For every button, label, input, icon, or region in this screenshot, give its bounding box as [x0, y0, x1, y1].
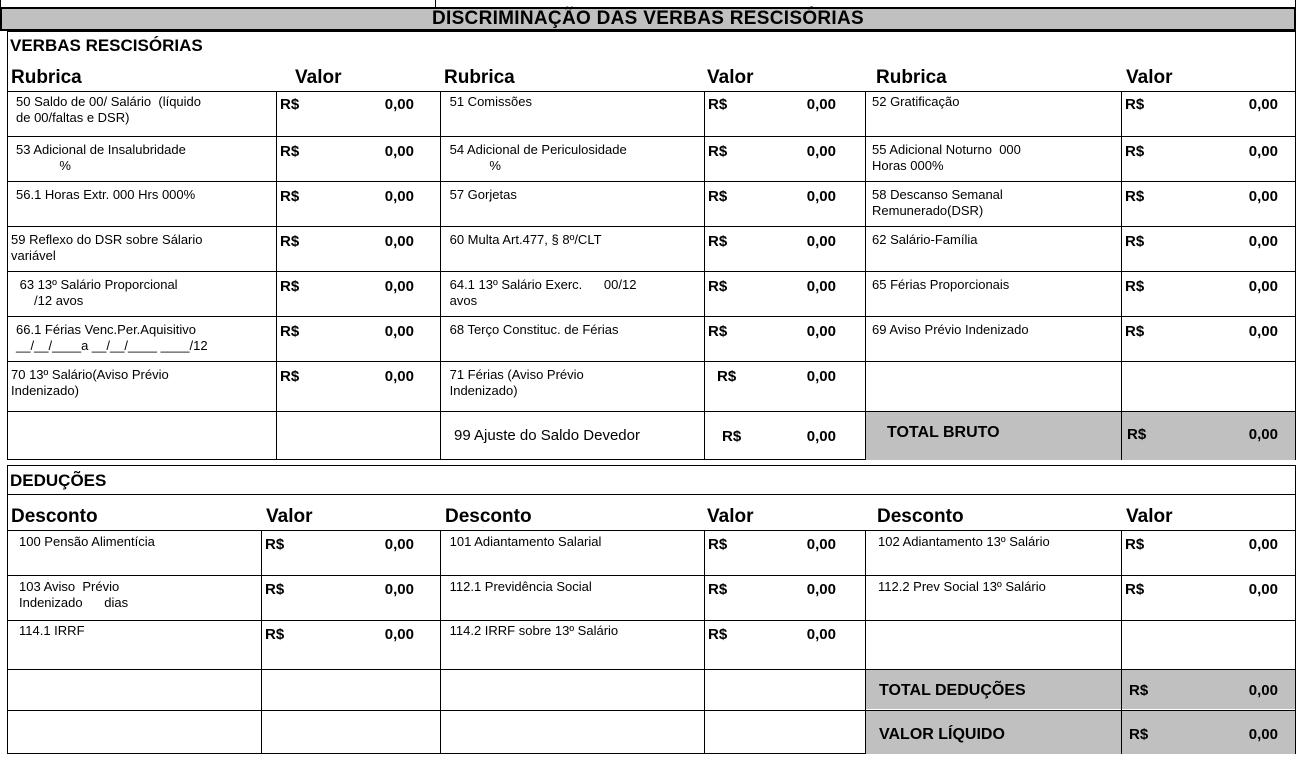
currency-symbol: R$ — [280, 233, 300, 250]
deducao-value: 0,00 — [384, 536, 414, 553]
col-header-rubrica-1: Rubrica — [11, 67, 82, 88]
deducao-label: 101 Adiantamento Salarial — [446, 534, 602, 549]
currency-symbol: R$ — [280, 278, 300, 295]
currency-symbol: R$ — [280, 323, 300, 340]
currency-symbol: R$ — [265, 536, 285, 553]
verba-label: 66.1 Férias Venc.Per.Aquisitivo __/__/____a __/__/____ ____/12 — [16, 322, 208, 353]
verba-value: 0,00 — [1248, 96, 1278, 113]
col-header-desconto-2: Desconto — [445, 506, 532, 527]
currency-symbol: R$ — [708, 143, 728, 160]
col-header-rubrica-2: Rubrica — [444, 67, 515, 88]
valor-liquido-label: VALOR LÍQUIDO — [879, 726, 1005, 743]
verba-value: 0,00 — [806, 143, 836, 160]
col-header-rubrica-3: Rubrica — [876, 67, 947, 88]
verba-label: 65 Férias Proporcionais — [872, 277, 1010, 292]
deducao-value: 0,00 — [384, 626, 414, 643]
total-deducoes-label: TOTAL DEDUÇÕES — [879, 682, 1026, 699]
verba-value: 0,00 — [384, 96, 414, 113]
currency-symbol: R$ — [1125, 143, 1145, 160]
deducao-label: 112.2 Prev Social 13º Salário — [878, 579, 1046, 594]
verba-label: 62 Salário-Família — [872, 232, 978, 247]
verba-value: 0,00 — [384, 143, 414, 160]
verba-label: 52 Gratificação — [872, 94, 960, 109]
deducao-label: 100 Pensão Alimentícia — [19, 534, 155, 549]
verba-label: 60 Multa Art.477, § 8º/CLT — [446, 232, 602, 247]
verba-value: 0,00 — [384, 233, 414, 250]
currency-symbol: R$ — [1127, 426, 1147, 443]
currency-symbol: R$ — [1125, 581, 1145, 598]
deducao-label: 102 Adiantamento 13º Salário — [878, 534, 1050, 549]
verba-label: 70 13º Salário(Aviso Prévio Indenizado) — [11, 367, 169, 398]
deducao-value: 0,00 — [384, 581, 414, 598]
currency-symbol: R$ — [1125, 233, 1145, 250]
verba-value: 0,00 — [1248, 278, 1278, 295]
col-header-valor-2: Valor — [707, 67, 754, 88]
verba-value: 0,00 — [806, 368, 836, 385]
verba-value: 0,00 — [384, 188, 414, 205]
ajuste-value: 0,00 — [806, 428, 836, 445]
deducoes-section — [7, 465, 1296, 754]
verba-label: 58 Descanso Semanal Remunerado(DSR) — [872, 187, 1003, 218]
currency-symbol: R$ — [280, 188, 300, 205]
verbas-section-title: VERBAS RESCISÓRIAS — [10, 36, 203, 55]
deducoes-section-title: DEDUÇÕES — [10, 471, 107, 490]
verba-value: 0,00 — [384, 323, 414, 340]
deducao-value: 0,00 — [806, 581, 836, 598]
currency-symbol: R$ — [1125, 188, 1145, 205]
currency-symbol: R$ — [1129, 726, 1149, 743]
verba-label: 63 13º Salário Proporcional /12 avos — [19, 277, 178, 308]
valor-liquido-value: 0,00 — [1248, 726, 1278, 743]
verbas-section — [7, 31, 1296, 460]
col-header-valor-2: Valor — [707, 506, 754, 527]
col-header-valor-3: Valor — [1126, 67, 1173, 88]
currency-symbol: R$ — [708, 96, 728, 113]
currency-symbol: R$ — [1125, 96, 1145, 113]
deducao-label: 112.1 Previdência Social — [446, 579, 592, 594]
verba-label: 59 Reflexo do DSR sobre Sálario variável — [11, 232, 203, 263]
verba-label: 64.1 13º Salário Exerc. 00/12 avos — [449, 277, 637, 308]
currency-symbol: R$ — [1129, 682, 1149, 699]
currency-symbol: R$ — [280, 96, 300, 113]
deducao-value: 0,00 — [806, 626, 836, 643]
col-header-valor-1: Valor — [266, 506, 313, 527]
verba-value: 0,00 — [384, 368, 414, 385]
verba-label: 51 Comissões — [446, 94, 532, 109]
verba-value: 0,00 — [1248, 233, 1278, 250]
verba-label: 54 Adicional de Periculosidade % — [449, 142, 627, 173]
col-header-valor-1: Valor — [295, 67, 342, 88]
verba-label: 57 Gorjetas — [446, 187, 517, 202]
currency-symbol: R$ — [722, 428, 742, 445]
currency-symbol: R$ — [717, 368, 737, 385]
deducao-value: 0,00 — [1248, 536, 1278, 553]
deducao-value: 0,00 — [806, 536, 836, 553]
deducao-value: 0,00 — [1248, 581, 1278, 598]
currency-symbol: R$ — [708, 536, 728, 553]
currency-symbol: R$ — [1125, 536, 1145, 553]
col-header-valor-3: Valor — [1126, 506, 1173, 527]
verba-value: 0,00 — [806, 323, 836, 340]
verba-label: 56.1 Horas Extr. 000 Hrs 000% — [16, 187, 196, 202]
col-header-desconto-3: Desconto — [877, 506, 964, 527]
currency-symbol: R$ — [708, 233, 728, 250]
verba-label: 69 Aviso Prévio Indenizado — [872, 322, 1029, 337]
verba-label: 55 Adicional Noturno 000 Horas 000% — [872, 142, 1021, 173]
currency-symbol: R$ — [1125, 278, 1145, 295]
verba-value: 0,00 — [1248, 323, 1278, 340]
verba-label: 50 Saldo de 00/ Salário (líquido de 00/faltas e DSR) — [16, 94, 202, 125]
currency-symbol: R$ — [1125, 323, 1145, 340]
currency-symbol: R$ — [265, 581, 285, 598]
verba-value: 0,00 — [384, 278, 414, 295]
verba-value: 0,00 — [1248, 143, 1278, 160]
deducao-label: 103 Aviso Prévio Indenizado dias — [19, 579, 129, 610]
currency-symbol: R$ — [708, 188, 728, 205]
total-bruto-value: 0,00 — [1248, 426, 1278, 443]
currency-symbol: R$ — [280, 143, 300, 160]
currency-symbol: R$ — [280, 368, 300, 385]
ajuste-label: 99 Ajuste do Saldo Devedor — [454, 427, 640, 444]
verba-label: 68 Terço Constituc. de Férias — [446, 322, 619, 337]
verba-value: 0,00 — [806, 278, 836, 295]
currency-symbol: R$ — [708, 626, 728, 643]
currency-symbol: R$ — [265, 626, 285, 643]
verba-value: 0,00 — [806, 233, 836, 250]
verba-value: 0,00 — [1248, 188, 1278, 205]
deducao-label: 114.2 IRRF sobre 13º Salário — [446, 623, 619, 638]
verba-label: 71 Férias (Aviso Prévio Indenizado) — [449, 367, 584, 398]
currency-symbol: R$ — [708, 278, 728, 295]
col-header-desconto-1: Desconto — [11, 506, 98, 527]
verba-value: 0,00 — [806, 96, 836, 113]
verba-value: 0,00 — [806, 188, 836, 205]
currency-symbol: R$ — [708, 581, 728, 598]
total-bruto-label: TOTAL BRUTO — [887, 424, 1000, 441]
page-title: DISCRIMINAÇÃO DAS VERBAS RESCISÓRIAS — [0, 7, 1296, 31]
verba-label: 53 Adicional de Insalubridade % — [16, 142, 186, 173]
total-deducoes-value: 0,00 — [1248, 682, 1278, 699]
currency-symbol: R$ — [708, 323, 728, 340]
deducao-label: 114.1 IRRF — [19, 623, 85, 638]
